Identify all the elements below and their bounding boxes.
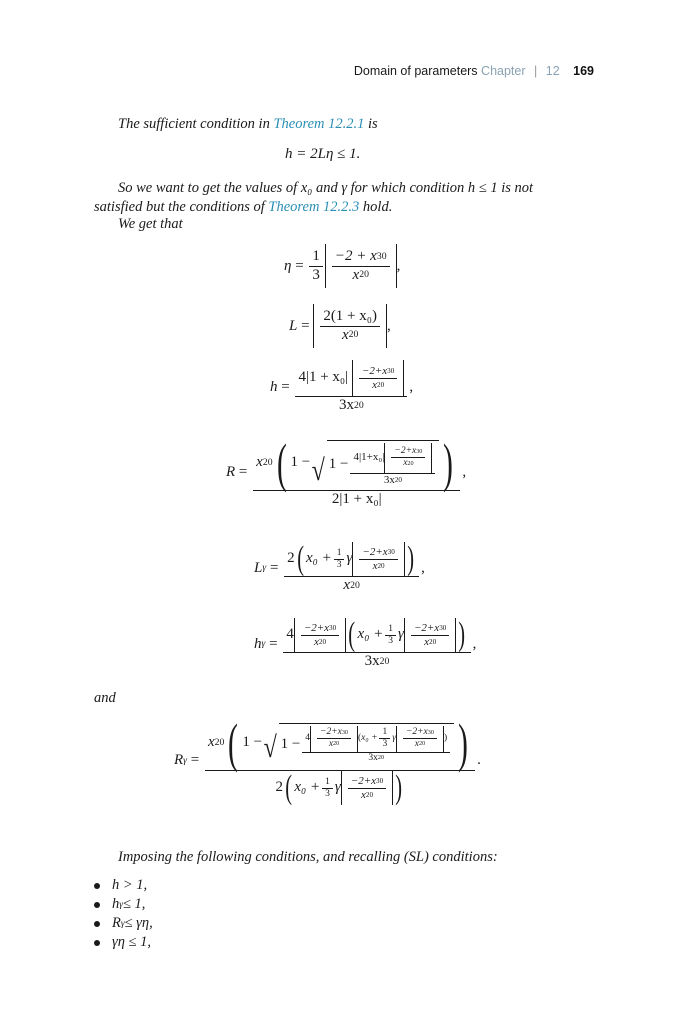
theorem-12-2-1-link[interactable]: Theorem 12.2.1 (273, 116, 365, 132)
header-section: Domain of parameters (353, 64, 478, 78)
and-label: and (94, 690, 116, 706)
page-number: 169 (573, 64, 594, 78)
paragraph-values: So we want to get the values of x₀ and γ for which condition h ≤ 1 is not (118, 180, 534, 196)
header-chapter-label: Chapter (481, 64, 526, 78)
running-header (354, 64, 594, 78)
equation-R: R = x 2 0 ( 1 − √ 1 − 4|1+x₀| −2+x 3 0 x 2 0 3x 2 0 ) 2|1 + x₀| , (226, 433, 467, 507)
paragraph-sufficient-condition: The sufficient condition in Theorem 12.2.1 is (118, 116, 378, 132)
list-item: R γ ≤ γη, (94, 914, 153, 933)
header-separator: | (534, 64, 538, 78)
list-item: h γ ≤ 1, (94, 895, 153, 914)
theorem-12-2-3-link[interactable]: Theorem 12.2.3 (268, 199, 360, 215)
paragraph-imposing: Imposing the following conditions, and recalling (SL) conditions: (118, 849, 498, 865)
equation-L-gamma: L γ = 2 ( x₀ + $\frac{1}{3}$ γ −2+x 3 0 x 2 0 ) x 2 0 , (254, 540, 425, 593)
equation-eta: η = $\frac{1}{3}$ −2 + x 3 0 x 2 0 , (284, 244, 400, 288)
equation-L: L = 2(1 + x₀) x 2 0 , (289, 304, 391, 348)
paragraph-values-cont: satisfied but the conditions of Theorem 12.2.3 hold. (94, 199, 393, 215)
list-item: γη ≤ 1, (94, 933, 153, 952)
equation-h-condition: h = 2Lη ≤ 1. (285, 146, 361, 162)
equation-h: h = 4|1 + x₀| −2+x 3 0 x 2 0 3x 2 0 , (270, 360, 413, 414)
list-item: h > 1, (94, 876, 153, 895)
conditions-list (94, 876, 153, 952)
equation-h-gamma: h γ = 4 −2+x 3 0 x 2 0 ( x₀ + $\frac{1}{3}$ γ −2+x 3 0 x 2 0 ) 3x 2 0 , (254, 616, 477, 669)
equation-R-gamma: R γ = x 2 0 ( 1 − √ 1 − 4 −2+x 3 0 x 2 0 ( x₀ + $\frac{1}{3}$ γ −2+x 3 0 x 2 0 ) 3x 2 0 ) 2 ( x₀ + $\frac{1}{3}$ γ −2+x 3 0 x 2 0 ) . (174, 713, 481, 806)
paragraph-we-get: We get that (118, 216, 183, 232)
header-chapter-number: 12 (545, 64, 560, 78)
